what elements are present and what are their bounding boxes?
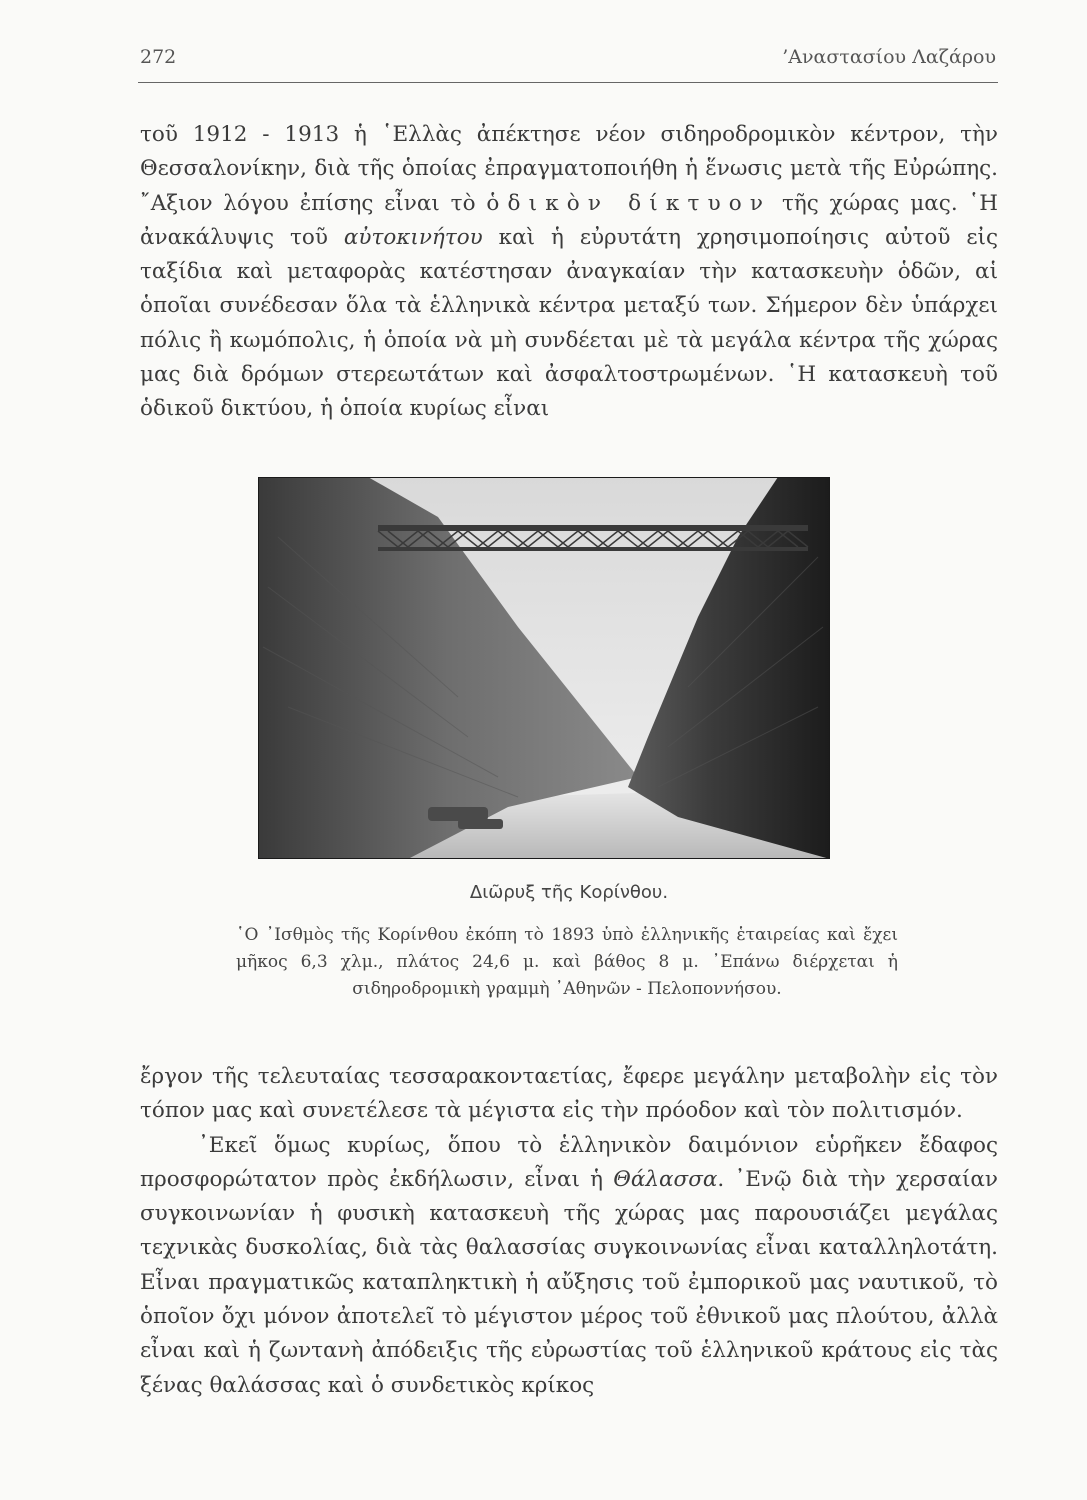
text-run: . ᾿Ενῷ διὰ τὴν χερσαίαν συγκοινωνίαν ἡ φυσικὴ κατασκευὴ τῆς χώρας μας παρουσιάζει μεγάλας τεχνικὰς δυσκολίας, διὰ τὰς θαλασσίας συγκοινωνίας εἶναι καταλληλοτάτη. Εἶναι πραγματικῶς καταπληκτικὴ ἡ αὔξησις τοῦ ἐμπορικοῦ μας ναυτικοῦ, τὸ ὁποῖον ὄχι μόνον ἀποτελεῖ τὸ μέγιστον μέρος τοῦ ἐθνικοῦ μας πλούτου, ἀλλὰ εἶναι καὶ ἡ ζωντανὴ ἀπόδειξις τῆς εὐρωστίας τοῦ ἑλληνικοῦ κράτους εἰς τὰς ξένας θαλάσσας καὶ ὁ συνδετικὸς κρίκος [140, 1166, 998, 1398]
text-run: τοῦ 1912 - 1913 ἡ ῾Ελλὰς ἀπέκτησε νέον σιδηροδρομικὸν κέντρον, τὴν Θεσσαλονίκην, διὰ τῆς ὁποίας ἐπραγματοποιήθη ἡ ἕνωσις μετὰ τῆς Εὐρώπης. ῎Αξιον λόγου ἐπίσης εἶναι τὸ [140, 122, 998, 216]
italic-emphasis: αὐτοκινήτου [343, 224, 483, 250]
text-run: τῆς χώρας μας. ῾Η ἀνακάλυψις τοῦ [140, 190, 999, 250]
figure-caption: ῾Ο ᾿Ισθμὸς τῆς Κορίνθου ἐκόπη τὸ 1893 ὑπὸ ἑλληνικῆς ἑταιρείας καὶ ἔχει μῆκος 6,3 χλμ., πλάτος 24,6 μ. καὶ βάθος 8 μ. ᾿Επάνω διέρχεται ἡ σιδηροδρομικὴ γραμμὴ ᾿Αθηνῶν - Πελοποννήσου. [236, 925, 898, 999]
text-run: ᾿Εκεῖ ὅμως κυρίως, ὅπου τὸ ἑλληνικὸν δαιμόνιον εὑρῆκεν ἔδαφος προσφορώτατον πρὸς ἐκδήλωσιν, εἶναι ἡ [140, 1132, 998, 1192]
italic-emphasis: Θάλασσα [613, 1166, 718, 1192]
text-run: ἔργον τῆς τελευταίας τεσσαρακονταετίας, ἔφερε μεγάλην μεταβολὴν εἰς τὸν τόπον μας καὶ συνετέλεσε τὰ μέγιστα εἰς τὴν πρόοδον καὶ τὸν πολιτισμόν. [140, 1064, 998, 1124]
page-number: 272 [140, 46, 177, 68]
running-title: ’Αναστασίου Λαζάρου [782, 46, 996, 68]
figure-title: Διῶρυξ τῆς Κορίνθου. [469, 882, 669, 903]
body-paragraph-2 [140, 1060, 998, 1403]
spaced-emphasis: ὁδικὸν δίκτυον [486, 190, 772, 216]
corinth-canal-photo [258, 477, 830, 859]
body-paragraph-1 [140, 118, 998, 427]
running-head [140, 46, 996, 76]
canal-illustration [258, 477, 830, 859]
header-rule [138, 82, 998, 83]
text-run: καὶ ἡ εὐρυτάτη χρησιμοποίησις αὐτοῦ εἰς ταξίδια καὶ μεταφορὰς κατέστησαν ἀναγκαίαν τὴν κατασκευὴν ὁδῶν, αἱ ὁποῖαι συνέδεσαν ὅλα τὰ ἑλληνικὰ κέντρα μεταξύ των. Σήμερον δὲν ὑπάρχει πόλις ἢ κωμόπολις, ἡ ὁποία νὰ μὴ συνδέεται μὲ τὰ μεγάλα κέντρα τῆς χώρας μας διὰ δρόμων στερεωτάτων καὶ ἀσφαλτοστρωμένων. ῾Η κατασκευὴ τοῦ ὁδικοῦ δικτύου, ἡ ὁποία κυρίως εἶναι [140, 224, 999, 422]
